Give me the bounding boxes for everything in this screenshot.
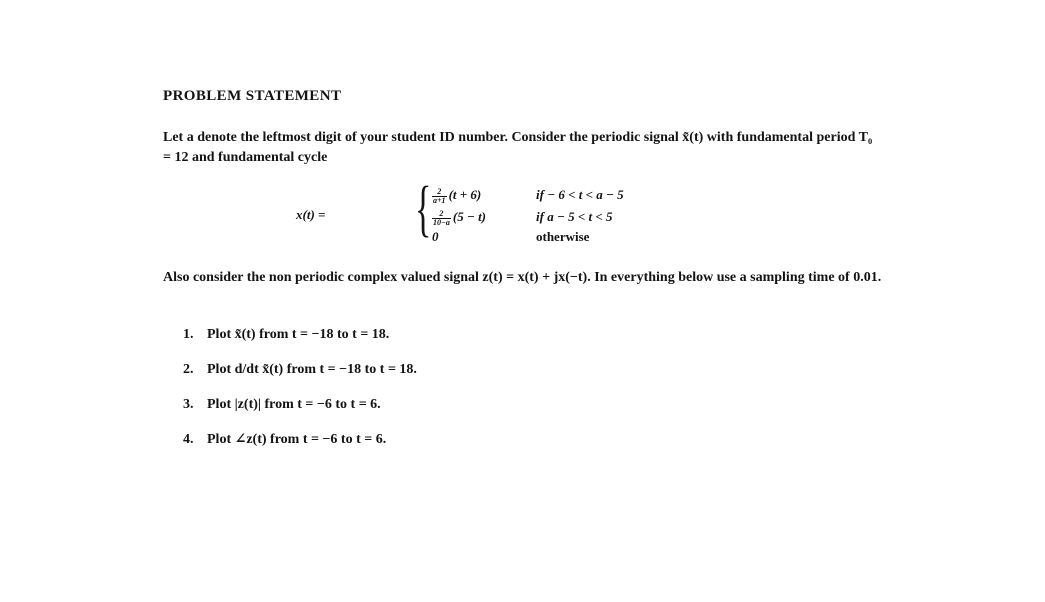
task-list <box>183 322 417 462</box>
case-3-expression: 0 <box>432 229 439 244</box>
section-heading: PROBLEM STATEMENT <box>163 88 342 104</box>
case-1-expression: (t + 6) <box>448 187 482 202</box>
problem-paragraph: Let a denote the leftmost digit of your student ID number. Consider the periodic signal x̃(t) with fundamental period T₀ = 12 and fundamental cycle <box>163 130 873 165</box>
list-item-number: 4. <box>183 432 194 447</box>
list-item <box>183 427 417 453</box>
list-item-text: Plot x̃(t) from t = −18 to t = 18. <box>207 327 390 342</box>
list-item-number: 3. <box>183 397 194 412</box>
case-2-expression: (5 − t) <box>452 209 487 224</box>
list-item-number: 1. <box>183 327 194 342</box>
list-item-text: Plot |z(t)| from t = −6 to t = 6. <box>207 397 381 412</box>
equation-brace: { <box>415 175 432 243</box>
case-2-fraction <box>432 210 451 227</box>
case-1-denominator: a+1 <box>433 195 446 205</box>
list-item <box>183 392 417 418</box>
piecewise-equation <box>296 175 676 250</box>
case-2-numerator: 2 <box>432 210 451 219</box>
list-item-number: 2. <box>183 362 194 377</box>
case-3-condition: otherwise <box>536 229 590 244</box>
list-item-text: Plot d/dt x̃(t) from t = −18 to t = 18. <box>207 362 417 377</box>
case-1-condition: if − 6 < t < a − 5 <box>536 187 624 202</box>
case-2-denominator: 10−a <box>433 217 450 227</box>
list-item <box>183 357 417 383</box>
case-1-numerator: 2 <box>432 188 447 197</box>
list-item-text: Plot ∠z(t) from t = −6 to t = 6. <box>207 432 387 447</box>
case-2-condition: if a − 5 < t < 5 <box>536 209 613 224</box>
list-item <box>183 322 417 348</box>
case-1-fraction <box>432 188 447 205</box>
signal-paragraph: Also consider the non periodic complex valued signal z(t) = x(t) + jx(−t). In everything below use a sampling time of 0.01. <box>163 270 882 285</box>
equation-lhs: x(t) = <box>296 207 326 222</box>
